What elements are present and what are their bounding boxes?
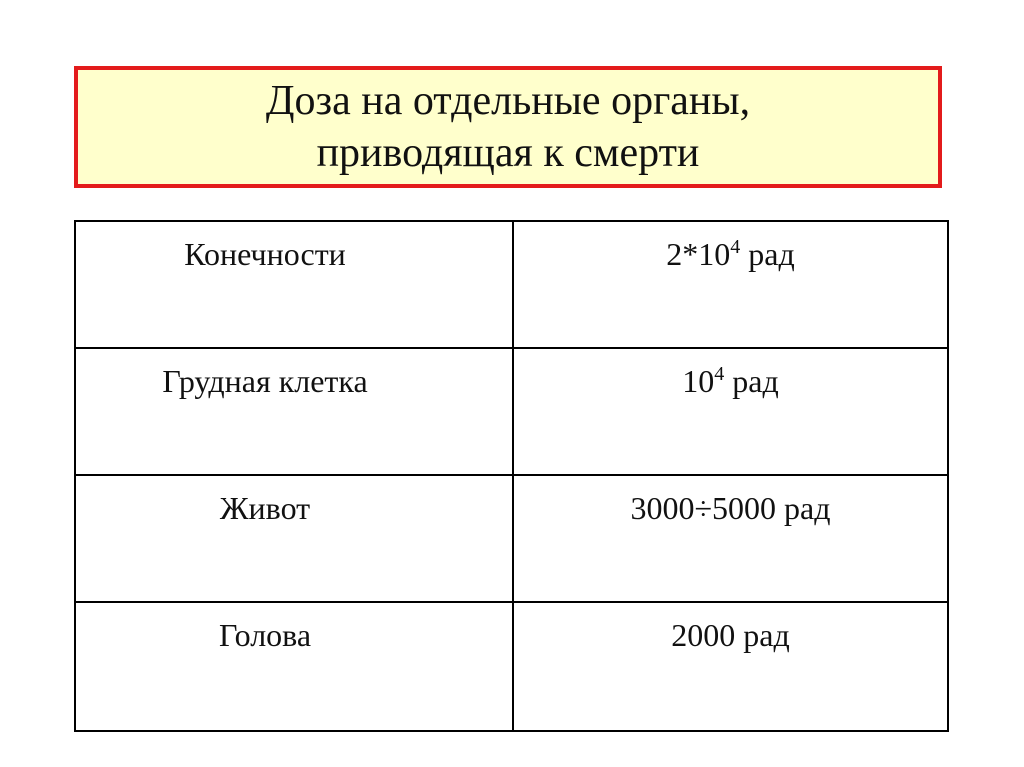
slide-title-box [74, 66, 942, 188]
dose-exponent: 4 [714, 363, 725, 385]
organ-label: Живот [219, 490, 311, 526]
table-cell-organ [76, 222, 514, 349]
table-cell-dose [514, 603, 947, 730]
table-cell-dose [514, 476, 947, 603]
dose-unit: рад [724, 363, 779, 399]
organ-label: Голова [218, 617, 312, 653]
table-cell-organ [76, 349, 514, 476]
dose-table [74, 220, 949, 732]
dose-value: 2000 рад [671, 617, 790, 653]
dose-exponent: 4 [730, 236, 741, 258]
slide-title-line-1: Доза на отдельные органы, [265, 78, 751, 124]
organ-label: Конечности [184, 236, 346, 272]
organ-label: Грудная клетка [162, 363, 368, 399]
dose-base: 10 [682, 363, 715, 399]
table-cell-organ [76, 476, 514, 603]
dose-value: 3000÷5000 рад [630, 490, 831, 526]
table-cell-organ [76, 603, 514, 730]
table-cell-dose [514, 349, 947, 476]
dose-base: 2*10 [666, 236, 731, 272]
slide-title-line-2: приводящая к смерти [316, 130, 700, 176]
dose-unit: рад [740, 236, 795, 272]
table-cell-dose [514, 222, 947, 349]
